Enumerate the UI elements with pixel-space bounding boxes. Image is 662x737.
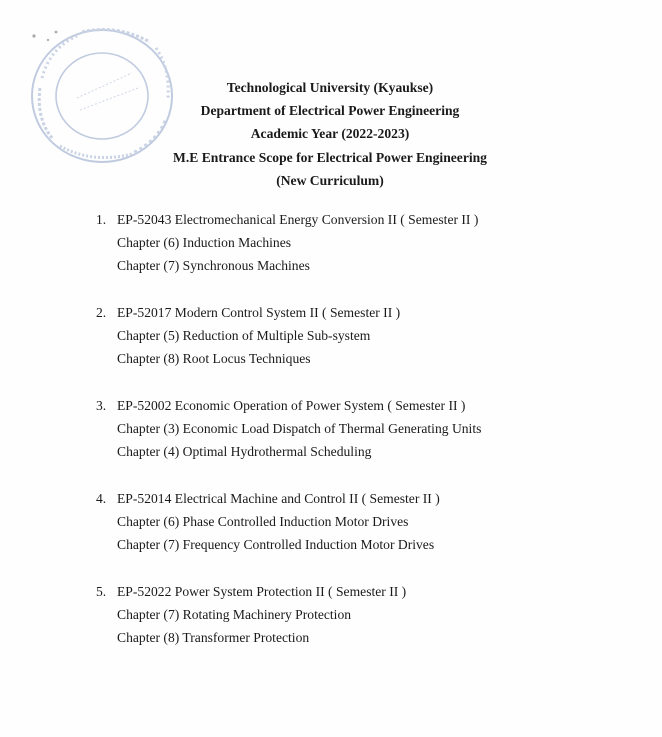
chapter-line: Chapter (4) Optimal Hydrothermal Scheduling bbox=[117, 444, 372, 460]
chapter-line: Chapter (7) Synchronous Machines bbox=[117, 258, 310, 274]
academic-year: Academic Year (2022-2023) bbox=[250, 126, 410, 142]
course-title: EP-52014 Electrical Machine and Control II ( Semester II ) bbox=[117, 491, 440, 506]
course-number: 1. bbox=[96, 212, 107, 227]
chapter-line: Chapter (7) Frequency Controlled Induction Motor Drives bbox=[117, 537, 435, 553]
course-title-line bbox=[96, 580, 616, 603]
chapter-line: Chapter (6) Induction Machines bbox=[117, 235, 292, 251]
course-title-line bbox=[96, 301, 616, 324]
course-item bbox=[96, 580, 616, 673]
course-title: EP-52017 Modern Control System II ( Semester II ) bbox=[117, 305, 401, 320]
course-number: 4. bbox=[96, 491, 107, 506]
course-title: EP-52043 Electromechanical Energy Conversion II ( Semester II ) bbox=[117, 212, 479, 227]
course-number: 3. bbox=[96, 398, 107, 413]
curriculum-label: (New Curriculum) bbox=[276, 172, 384, 188]
course-list bbox=[96, 208, 616, 673]
university-name: Technological University (Kyaukse) bbox=[226, 80, 434, 95]
course-item bbox=[96, 208, 616, 301]
course-item bbox=[96, 301, 616, 394]
course-item bbox=[96, 487, 616, 580]
course-title: EP-52002 Economic Operation of Power System ( Semester II ) bbox=[117, 398, 466, 413]
chapter-line: Chapter (7) Rotating Machinery Protection bbox=[117, 607, 352, 623]
department-name: Department of Electrical Power Engineering bbox=[200, 103, 460, 119]
chapter-line: Chapter (8) Root Locus Techniques bbox=[117, 351, 311, 367]
course-title: EP-52022 Power System Protection II ( Semester II ) bbox=[117, 584, 407, 599]
course-title-line bbox=[96, 208, 616, 231]
document-header bbox=[160, 76, 500, 192]
course-title-line bbox=[96, 394, 616, 417]
course-number: 2. bbox=[96, 305, 107, 320]
chapter-line: Chapter (5) Reduction of Multiple Sub-system bbox=[117, 328, 371, 344]
course-number: 5. bbox=[96, 584, 107, 599]
chapter-line: Chapter (6) Phase Controlled Induction Motor Drives bbox=[117, 514, 409, 530]
chapter-line: Chapter (8) Transformer Protection bbox=[117, 630, 310, 646]
scope-title: M.E Entrance Scope for Electrical Power Engineering bbox=[173, 149, 487, 165]
course-item bbox=[96, 394, 616, 487]
chapter-line: Chapter (3) Economic Load Dispatch of Thermal Generating Units bbox=[117, 421, 482, 437]
official-seal-icon bbox=[22, 18, 180, 170]
course-title-line bbox=[96, 487, 616, 510]
